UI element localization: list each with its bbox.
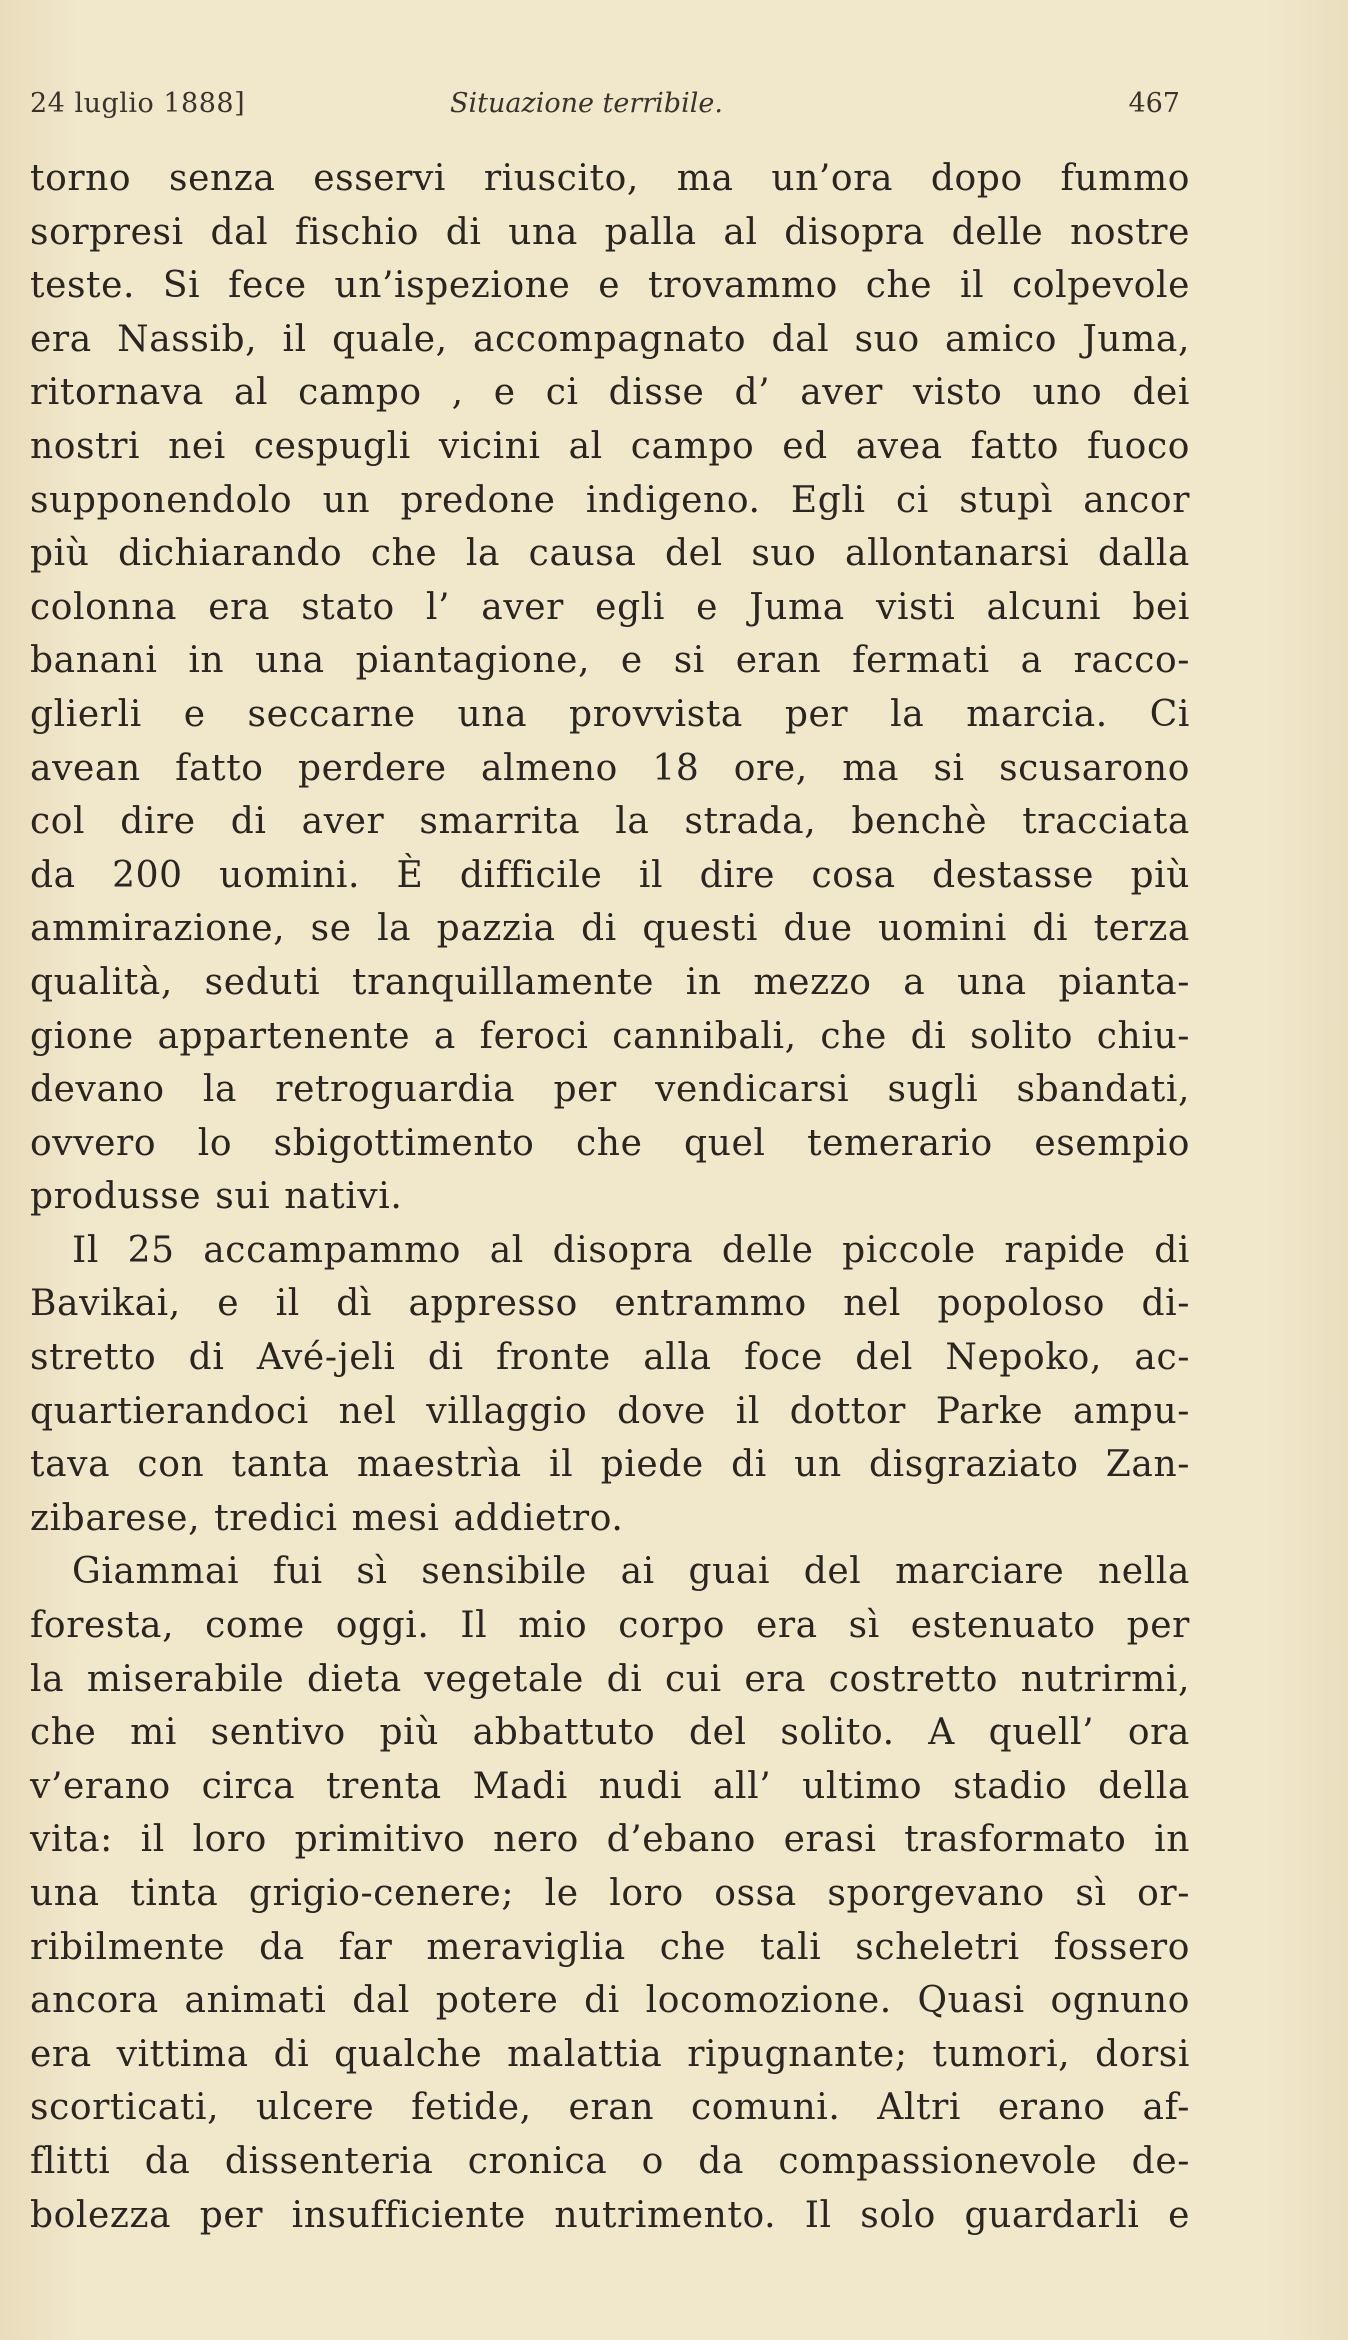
text-line: era vittima di qualche malattia ripugnante; tumori, dorsi: [30, 2033, 1190, 2075]
header-date: 24 luglio 1888]: [30, 88, 246, 119]
text-line: Bavikai, e il dì appresso entrammo nel popoloso di-: [30, 1283, 1190, 1325]
text-line: ancora animati dal potere di locomozione. Quasi ognuno: [30, 1980, 1190, 2022]
text-line: nostri nei cespugli vicini al campo ed avea fatto fuoco: [30, 425, 1190, 467]
text-line: scorticati, ulcere fetide, eran comuni. Altri erano af-: [30, 2087, 1190, 2129]
text-line: flitti da dissenteria cronica o da compassionevole de-: [30, 2140, 1190, 2182]
text-line: bolezza per insufficiente nutrimento. Il solo guardarli e: [30, 2194, 1190, 2236]
text-line: ribilmente da far meraviglia che tali scheletri fossero: [30, 1926, 1190, 1968]
text-line: colonna era stato l’ aver egli e Juma visti alcuni bei: [30, 586, 1190, 628]
paragraph-start-line: Giammai fui sì sensibile ai guai del marciare nella: [72, 1551, 1190, 1593]
text-line: teste. Si fece un’ispezione e trovammo che il colpevole: [30, 265, 1190, 307]
text-line: ovvero lo sbigottimento che quel temerario esempio: [30, 1122, 1190, 1164]
text-line: zibarese, tredici mesi addietro.: [30, 1497, 624, 1539]
text-line: foresta, come oggi. Il mio corpo era sì estenuato per: [30, 1605, 1190, 1647]
text-line: devano la retroguardia per vendicarsi sugli sbandati,: [30, 1069, 1190, 1111]
text-line: che mi sentivo più abbattuto del solito. A quell’ ora: [30, 1712, 1190, 1754]
text-line: la miserabile dieta vegetale di cui era costretto nutrirmi,: [30, 1658, 1190, 1700]
text-line: una tinta grigio-cenere; le loro ossa sporgevano sì or-: [30, 1873, 1190, 1914]
text-line: era Nassib, il quale, accompagnato dal suo amico Juma,: [30, 318, 1190, 360]
text-line: col dire di aver smarrita la strada, benchè tracciata: [30, 801, 1190, 843]
text-line: tava con tanta maestrìa il piede di un disgraziato Zan-: [30, 1444, 1190, 1486]
text-line: ritornava al campo , e ci disse d’ aver visto uno dei: [30, 372, 1190, 414]
paragraph-start-line: Il 25 accampammo al disopra delle piccole rapide di: [72, 1229, 1190, 1271]
text-line: più dichiarando che la causa del suo allontanarsi dalla: [30, 533, 1190, 575]
running-header: [30, 88, 1180, 132]
page-number: 467: [1128, 88, 1180, 119]
text-line: torno senza esservi riuscito, ma un’ora dopo fummo: [30, 158, 1190, 199]
text-line: ammirazione, se la pazzia di questi due uomini di terza: [30, 908, 1190, 950]
body-text: [30, 152, 1190, 2242]
text-line: gione appartenente a feroci cannibali, che di solito chiu-: [30, 1015, 1190, 1057]
text-line: vita: il loro primitivo nero d’ebano erasi trasformato in: [30, 1819, 1190, 1861]
header-title: Situazione terribile.: [450, 88, 723, 119]
text-line: qualità, seduti tranquillamente in mezzo a una pianta-: [30, 961, 1190, 1003]
text-line: banani in una piantagione, e si eran fermati a racco-: [30, 640, 1190, 682]
text-line: sorpresi dal fischio di una palla al disopra delle nostre: [30, 211, 1190, 253]
text-line: produsse sui nativi.: [30, 1176, 403, 1218]
text-line: avean fatto perdere almeno 18 ore, ma si scusarono: [30, 747, 1190, 789]
text-line: glierli e seccarne una provvista per la marcia. Ci: [30, 693, 1190, 735]
text-line: quartierandoci nel villaggio dove il dottor Parke ampu-: [30, 1390, 1190, 1432]
text-line: da 200 uomini. È difficile il dire cosa destasse più: [30, 854, 1190, 896]
text-line: supponendolo un predone indigeno. Egli ci stupì ancor: [30, 479, 1190, 521]
text-line: stretto di Avé-jeli di fronte alla foce del Nepoko, ac-: [30, 1337, 1190, 1379]
text-line: v’erano circa trenta Madi nudi all’ ultimo stadio della: [30, 1765, 1190, 1807]
